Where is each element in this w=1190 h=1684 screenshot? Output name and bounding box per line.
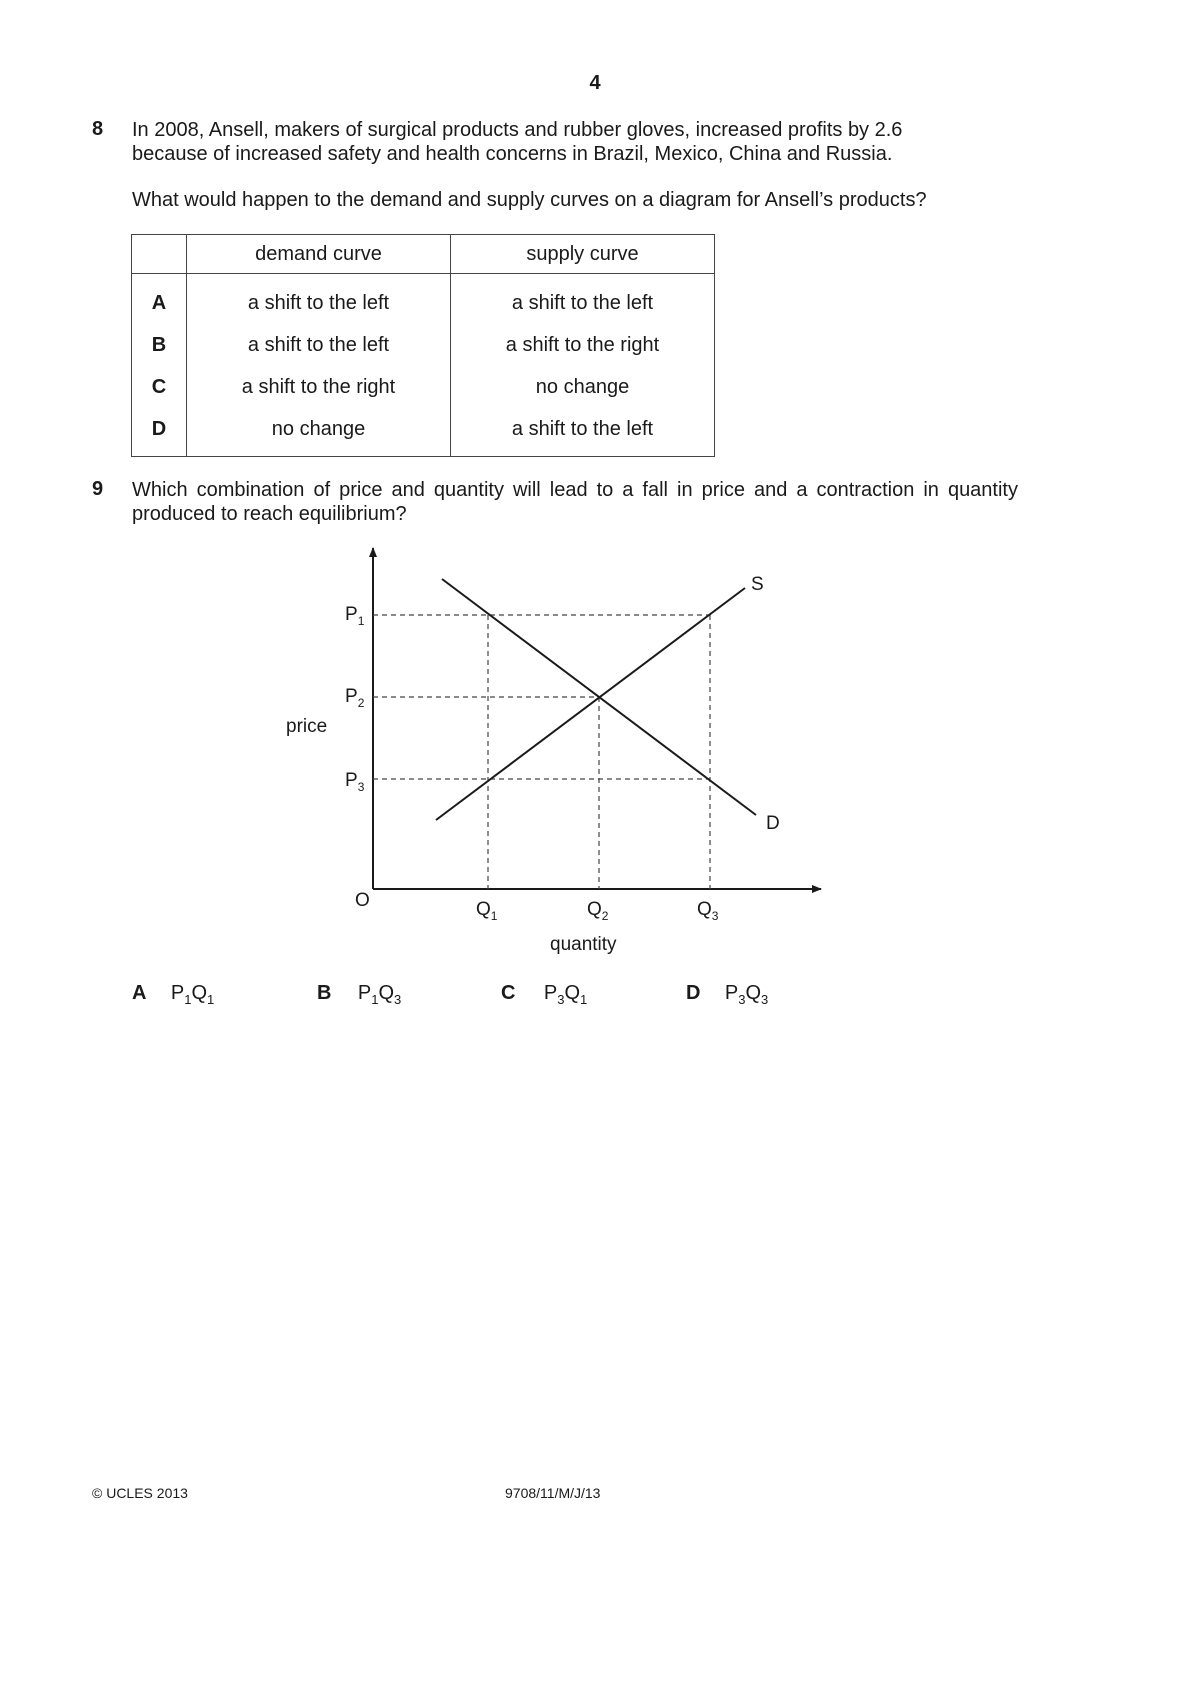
row-supply: no change	[451, 366, 715, 408]
supply-curve	[436, 588, 745, 820]
quantity-label-q2: $Q_2$	[587, 899, 609, 923]
table-header-supply: supply curve	[451, 235, 715, 274]
footer-paper-code: 9708/11/M/J/13	[505, 1485, 601, 1501]
row-letter: B	[132, 324, 187, 366]
question-9-text-line1: Which combination of price and quantity will lead to a fall in price and a contraction in quantity	[132, 479, 1018, 501]
table-header-demand: demand curve	[187, 235, 451, 274]
option-b[interactable]	[317, 982, 401, 1007]
option-d[interactable]	[686, 982, 768, 1007]
row-demand: a shift to the left	[187, 274, 451, 325]
footer-copyright: © UCLES 2013	[92, 1485, 188, 1501]
question-8-text-line1: In 2008, Ansell, makers of surgical products and rubber gloves, increased profits by 2.6	[132, 119, 903, 141]
quantity-label-q3: $Q_3$	[697, 899, 719, 923]
row-letter: A	[132, 274, 187, 325]
option-a[interactable]	[132, 982, 214, 1007]
option-text: $P_3Q_3$	[724, 982, 769, 1007]
row-supply: a shift to the left	[451, 408, 715, 456]
question-9-text-line2: produced to reach equilibrium?	[132, 503, 407, 525]
option-text: $P_3Q_1$	[543, 982, 588, 1007]
question-9-number: 9	[92, 478, 104, 500]
option-letter: D	[686, 982, 701, 1004]
question-8-number: 8	[92, 118, 104, 140]
price-label-p2: $P_2$	[345, 686, 365, 710]
option-text: $P_1Q_3$	[357, 982, 402, 1007]
row-supply: a shift to the left	[451, 274, 715, 325]
row-demand: no change	[187, 408, 451, 456]
option-letter: C	[501, 982, 516, 1004]
option-letter: B	[317, 982, 332, 1004]
option-c[interactable]	[501, 982, 587, 1007]
x-axis-label: quantity	[550, 934, 617, 955]
question-8-prompt: What would happen to the demand and supply curves on a diagram for Ansell’s products?	[132, 189, 927, 211]
demand-curve-label: D	[766, 813, 780, 834]
question-8-text-line2: because of increased safety and health concerns in Brazil, Mexico, China and Russia.	[132, 143, 893, 165]
quantity-label-q1: $Q_1$	[476, 899, 498, 923]
supply-curve-label: S	[751, 574, 764, 595]
row-letter: D	[132, 408, 187, 456]
y-axis-label: price	[286, 716, 328, 737]
option-letter: A	[132, 982, 147, 1004]
row-letter: C	[132, 366, 187, 408]
row-supply: a shift to the right	[451, 324, 715, 366]
origin-label: O	[355, 890, 370, 911]
option-text: $P_1Q_1$	[170, 982, 215, 1007]
page-number: 4	[589, 72, 601, 94]
row-demand: a shift to the right	[187, 366, 451, 408]
row-demand: a shift to the left	[187, 324, 451, 366]
price-label-p1: $P_1$	[345, 604, 365, 628]
price-label-p3: $P_3$	[345, 770, 365, 794]
